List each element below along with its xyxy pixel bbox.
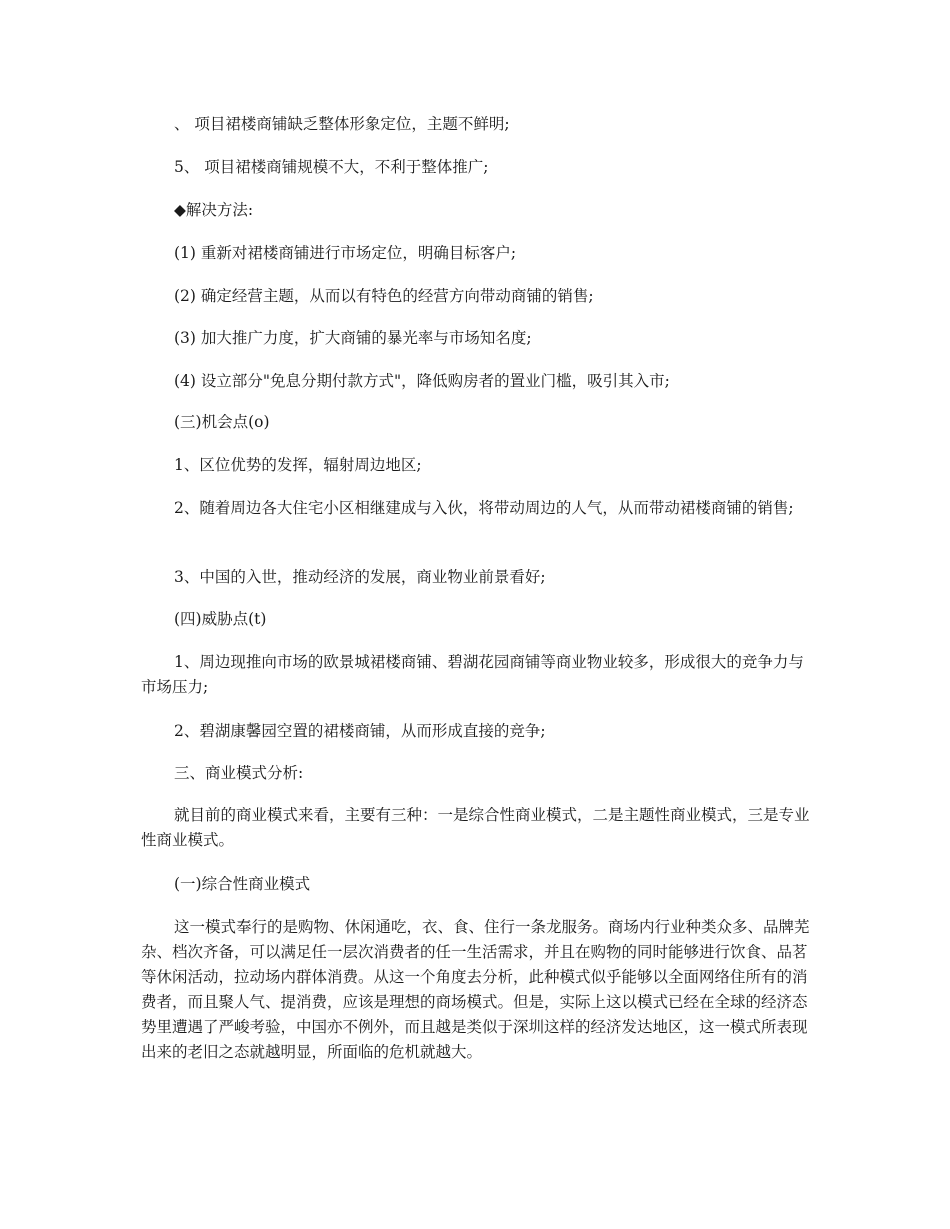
paragraph-comprehensive-model: 这一模式奉行的是购物、休闲通吃，衣、食、住行一条龙服务。商场内行业种类众多、品牌芜杂、档次齐备，可以满足任一层次消费者的任一生活需求，并且在购物的同时能够进行饮食、品茗等休闲活动，拉动场内群体消费。从这一个角度去分析，此种模式似乎能够以全面网络住所有的消费者，而且聚人气、提消费，应该是理想的商场模式。但是，实际上这以模式已经在全球的经济态势里遭遇了严峻考验，中国亦不例外，而且越是类似于深圳这样的经济发达地区，这一模式所表现出来的老旧之态就越明显，所面临的危机就越大。	[141, 918, 810, 1061]
heading-comprehensive-model: (一)综合性商业模式	[174, 875, 311, 893]
paragraph-solution-1: (1) 重新对裙楼商铺进行市场定位，明确目标客户;	[174, 244, 517, 262]
paragraph-weakness-5: 5、 项目裙楼商铺规模不大，不利于整体推广;	[174, 158, 489, 176]
paragraph-solution-4: (4) 设立部分"免息分期付款方式"，降低购房者的置业门槛，吸引其入市;	[174, 372, 670, 390]
paragraph-opportunity-3: 3、中国的入世，推动经济的发展，商业物业前景看好;	[174, 568, 546, 586]
paragraph-business-model-intro: 就目前的商业模式来看，主要有三种：一是综合性商业模式，二是主题性商业模式，三是专业性商业模式。	[141, 806, 810, 849]
paragraph-opportunity-1: 1、区位优势的发挥，辐射周边地区;	[174, 456, 422, 474]
paragraph-opportunity-2: 2、随着周边各大住宅小区相继建成与入伙，将带动周边的人气，从而带动裙楼商铺的销售;	[174, 499, 794, 517]
paragraph-solution-2: (2) 确定经营主题，从而以有特色的经营方向带动商铺的销售;	[174, 287, 594, 305]
paragraph-solution-heading: ◆解决方法:	[174, 201, 254, 219]
paragraph-threat-2: 2、碧湖康馨园空置的裙楼商铺，从而形成直接的竞争;	[174, 722, 546, 740]
paragraph-weakness-4: 、 项目裙楼商铺缺乏整体形象定位，主题不鲜明;	[174, 115, 510, 133]
heading-business-model-analysis: 三、商业模式分析:	[174, 764, 304, 782]
heading-opportunities: (三)机会点(o)	[174, 413, 270, 431]
heading-threats: (四)威胁点(t)	[174, 610, 267, 628]
paragraph-threat-1: 1、周边现推向市场的欧景城裙楼商铺、碧湖花园商铺等商业物业较多，形成很大的竞争力与市场压力;	[141, 653, 804, 696]
paragraph-solution-3: (3) 加大推广力度，扩大商铺的暴光率与市场知名度;	[174, 329, 532, 347]
